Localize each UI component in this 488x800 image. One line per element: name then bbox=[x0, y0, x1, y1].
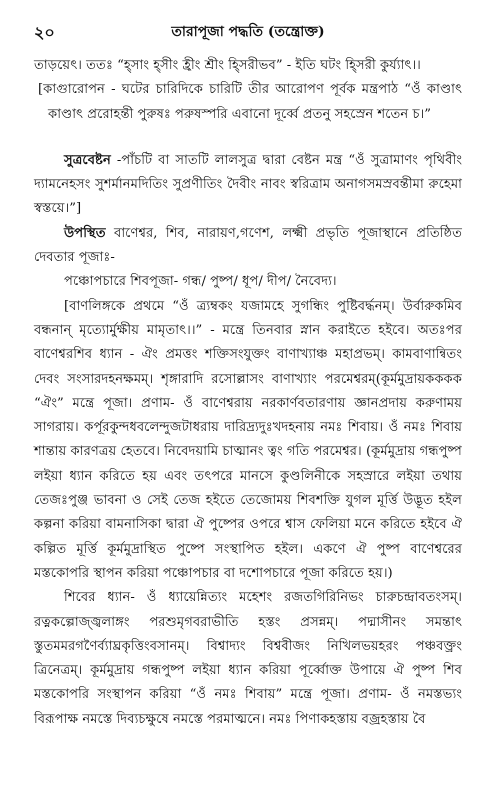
running-title: তারাপূজা পদ্ধতি (তন্ত্রোক্ত) bbox=[171, 24, 325, 40]
body-text bbox=[34, 54, 462, 732]
upasthita-label: উপস্থিত bbox=[64, 225, 106, 241]
page-number: ২০ bbox=[34, 23, 55, 42]
paragraph-gap bbox=[34, 127, 462, 149]
paragraph-kandaropan: [কাগুারোপন - ঘটের চারিদিকে চারিটি তীর আরোপণ পূর্বক মন্ত্রপাঠ “ওঁ কাণ্ডাৎ কাণ্ডাৎ প্ররোহন্তী পুরুষঃ পরুষস্পরি এবানো দূর্ব্বে প্রতনু সহস্রেন শতেন চ।” bbox=[38, 82, 462, 122]
paragraph-sutrabeshtan bbox=[34, 149, 462, 222]
paragraph-upasthita bbox=[34, 222, 462, 271]
paragraph-shiva-dhyana: শিবের ধ্যান- ওঁ ধ্যায়েন্নিত্যং মহেশং রজতগিরিনিভং চারুচন্দ্রাবতংসম্। রত্নকল্পোজ্জ্বলাঙ্গং পরশুমৃগবরাভীতি হস্তং প্রসন্নম্। পদ্মাসীনং সমন্তাৎ স্তুতমমরগণৈর্ব্যাঘ্রকৃত্তিংবসানম্। বিশ্বাদ্যং বিশ্ববীজং নিখিলভয়হরং পঞ্চবক্ত্রং ত্রিনেত্রম্। কূর্মমুদ্রায় গন্ধপুষ্প লইয়া ধ্যান করিয়া পূর্ব্বোক্ত উপায়ে ঐ পুষ্প শিব মস্তকোপরি সংস্থাপন করিয়া “ওঁ নমঃ শিবায়” মন্ত্রে পূজা। প্রণাম- ওঁ নমস্তভ্যং বিরূপাক্ষ নমস্তে দিব্যচক্ষুষে নমস্তে পরমাত্মনে। নমঃ পিণাকহস্তায় বজ্রহস্তায় বৈ bbox=[34, 590, 462, 727]
page-header bbox=[34, 20, 462, 42]
paragraph-panchopachar: পঞ্চোপচারে শিবপূজা- গন্ধ/ পুষ্প/ ধূপ/ দীপ/ নৈবেদ্য। bbox=[64, 274, 337, 290]
upasthita-text: বাণেশ্বর, শিব, নারায়ণ,গণেশ, লক্ষ্মী প্রভৃতি পূজাস্থানে প্রতিষ্ঠিত দেবতার পূজাঃ- bbox=[34, 225, 462, 266]
paragraph-invocation: তাড়য়েৎ। ততঃ “হ্সাং হ্সীং হ্রীং শ্রীং হ্সিরীভব” - ইতি ঘটং হ্সিরী কুর্য্যাৎ।। bbox=[34, 58, 421, 73]
sutrabeshtan-label: সুত্রবেষ্টন bbox=[64, 152, 111, 168]
paragraph-banalinga: [বাণলিঙ্গকে প্রথমে “ওঁ ত্র্যম্বকং যজামহে সুগন্ধিং পুষ্টিবর্দ্ধনম্। উর্বারুকমিব বন্ধনান্ মৃত্যোর্মুক্ষীয় মামৃতাৎ।।” - মন্ত্রে তিনবার স্নান করাইতে হইবে। অতঃপর বাণেশ্বরশিব ধ্যান - ঐং প্রমত্তং শক্তিসংযুক্তং বাণাখ্যাঞ্চ মহাপ্রভম্। কামবাণান্বিতং দেবং সংসারদহনক্ষমম্। শৃঙ্গারাদি রসোল্লাসং বাণাখ্যাং পরমেশ্বরম্(কূর্মমুদ্রায়কককক “ঐং” মন্ত্রে পূজা। প্রণাম- ওঁ বাণেশ্বরায় নরকার্ণবতারণায় জ্ঞানপ্রদায় করুণাময় সাগরায়। কর্পূরকুন্দধবলেন্দুজটাধরায় দারিদ্র্যদুঃখদহনায় নমঃ শিবায়। ওঁ নমঃ শিবায় শান্তায় কারণত্রয় হেতবে। নিবেদয়ামি চাত্মানং ত্বং গতি পরমেশ্বর। (কূর্মমুদ্রায় গন্ধপুষ্প লইয়া ধ্যান করিতে হয় এবং তৎপরে মানসে কুণ্ডলিনীকে সহস্রারে লইয়া তথায় তেজঃপুঞ্জ ভাবনা ও সেই তেজ হইতে তেজোময় শিবশক্তি যুগল মূর্ত্তি উদ্ভূত হইল কল্পনা করিয়া বামনাসিকা দ্বারা ঐ পুষ্পের ওপরে শ্বাস ফেলিয়া মনে করিতে হইবে ঐ কল্পিত মূর্ত্তি কূর্মমুদ্রাস্থিত পুষ্পে সংস্থাপিত হইল। একণে ঐ পুষ্প বাণেশ্বরের মস্তকোপরি স্থাপন করিয়া পঞ্চোপচার বা দশোপচারে পূজা করিতে হয়।) bbox=[34, 298, 462, 581]
sutrabeshtan-text: -পাঁচটি বা সাতটি লালসুত্র দ্বারা বেষ্টন মন্ত্র “ওঁ সুত্রামাণং পৃথিবীং দ্যামনেহসং সুশর্মানমদিতিং সুপ্রণীতিং দৈবীং নাবং স্বরিত্রাম অনাগসমস্রবন্তীমা রুহেমা স্বস্তয়ে।”] bbox=[34, 152, 462, 217]
